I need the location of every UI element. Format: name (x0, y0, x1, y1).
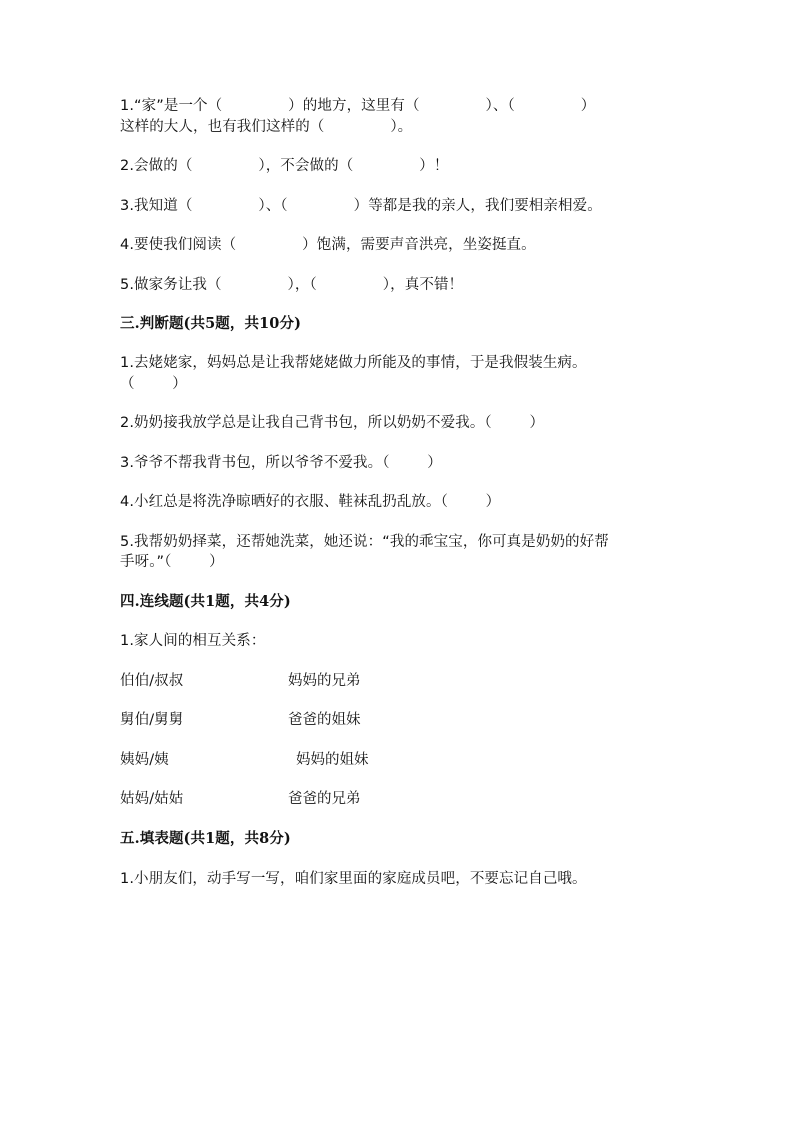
matching-q1: 1.家人间的相互关系： (120, 633, 266, 649)
matching-right-item: 妈妈的姐妹 (296, 752, 369, 768)
judge-q5-line2: 手呀。”（ ） (120, 554, 224, 570)
matching-left-item: 姨妈/姨 (120, 752, 169, 768)
fill-blank-q1-line1: 1.“家”是一个（ ）的地方，这里有（ ）、（ ） (120, 98, 596, 114)
judge-q4: 4.小红总是将洗净晾晒好的衣服、鞋袜乱扔乱放。（ ） (120, 494, 501, 510)
table-fill-q1: 1.小朋友们，动手写一写，咱们家里面的家庭成员吧，不要忘记自己哦。 (120, 871, 587, 887)
matching-heading: 四.连线题(共1题，共4分) (120, 593, 291, 610)
fill-blank-q2: 2.会做的（ ），不会做的（ ）！ (120, 158, 449, 174)
judge-q2: 2.奶奶接我放学总是让我自己背书包，所以奶奶不爱我。（ ） (120, 415, 545, 431)
matching-right-item: 妈妈的兄弟 (288, 673, 361, 689)
matching-left-item: 姑妈/姑姑 (120, 791, 184, 807)
judge-q5-line1: 5.我帮奶奶择菜，还帮她洗菜，她还说：“我的乖宝宝，你可真是奶奶的好帮 (120, 534, 609, 550)
matching-left-item: 舅伯/舅舅 (120, 712, 184, 728)
judge-q3: 3.爷爷不帮我背书包，所以爷爷不爱我。（ ） (120, 455, 442, 471)
matching-left-item: 伯伯/叔叔 (120, 673, 184, 689)
fill-blank-q4: 4.要使我们阅读（ ）饱满，需要声音洪亮，坐姿挺直。 (120, 237, 536, 253)
judge-q1-line2: （ ） (120, 376, 187, 392)
judge-heading: 三.判断题(共5题，共10分) (120, 315, 302, 332)
matching-right-item: 爸爸的姐妹 (288, 712, 361, 728)
matching-right-item: 爸爸的兄弟 (288, 791, 361, 807)
judge-q1-line1: 1.去姥姥家，妈妈总是让我帮姥姥做力所能及的事情，于是我假装生病。 (120, 355, 587, 371)
fill-blank-q1-line2: 这样的大人，也有我们这样的（ ）。 (120, 119, 413, 135)
table-fill-heading: 五.填表题(共1题，共8分) (120, 830, 291, 847)
fill-blank-q3: 3.我知道（ ）、（ ）等都是我的亲人，我们要相亲相爱。 (120, 198, 602, 214)
fill-blank-q5: 5.做家务让我（ ），（ ），真不错！ (120, 277, 464, 293)
